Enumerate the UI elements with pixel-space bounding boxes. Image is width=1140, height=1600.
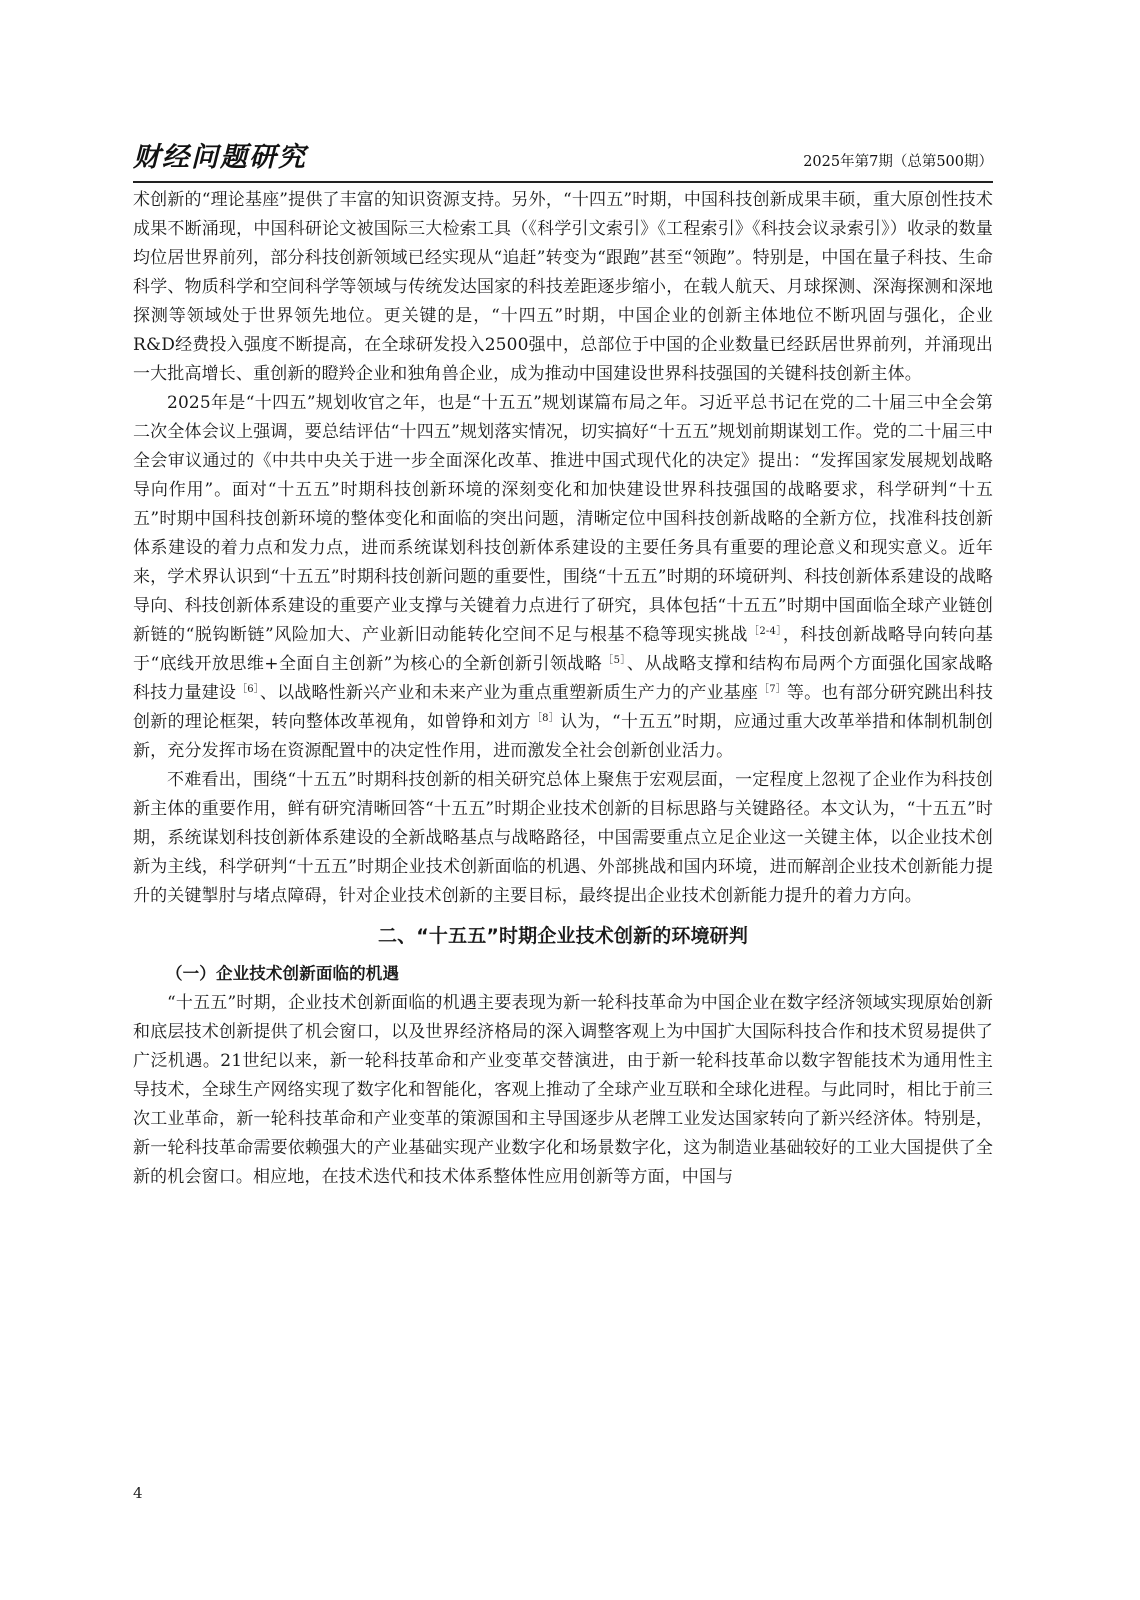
citation-ref[interactable]: ［8］: [531, 713, 560, 724]
issue-info: 2025年第7期（总第500期）: [803, 154, 993, 170]
journal-logo: 财经问题研究: [133, 142, 307, 173]
citation-ref[interactable]: ［7］: [759, 684, 786, 695]
paragraph-planning-context: [133, 389, 993, 766]
article-body: [133, 186, 993, 1192]
section-heading: 二、“十五五”时期企业技术创新的环境研判: [378, 925, 748, 947]
citation-ref[interactable]: ［6］: [237, 684, 259, 695]
paragraph-text: 、以战略性新兴产业和未来产业为重点重塑新质生产力的产业基座: [259, 683, 759, 703]
sub-heading: （一）企业技术创新面临的机遇: [166, 964, 400, 983]
paragraph-text: 、从战略支撑和结构布局两个方面强化国家战略科技力量建设: [133, 654, 994, 703]
paragraph-continued: 术创新的“理论基座”提供了丰富的知识资源支持。另外，“十四五”时期，中国科技创新成果丰硕，重大原创性技术成果不断涌现，中国科研论文被国际三大检索工具（《科学引文索引》《工程索引》《科技会议录索引》）收录的数量均位居世界前列，部分科技创新领域已经实现从“追赶”转变为“跟跑”甚至“领跑”。特别是，中国在量子科技、生命科学、物质科学和空间科学等领域与传统发达国家的科技差距逐步缩小，在载人航天、月球探测、深海探测和深地探测等领域处于世界领先地位。更关键的是，“十四五”时期，中国企业的创新主体地位不断巩固与强化，企业R&D经费投入强度不断提高，在全球研发投入2500强中，总部位于中国的企业数量已经跃居世界前列，并涌现出一大批高增长、重创新的瞪羚企业和独角兽企业，成为推动中国建设世界科技强国的关键科技创新主体。: [133, 190, 993, 384]
citation-ref[interactable]: ［5］: [603, 655, 626, 666]
paragraph-opportunities: “十五五”时期，企业技术创新面临的机遇主要表现为新一轮科技革命为中国企业在数字经济领域实现原始创新和底层技术创新提供了机会窗口，以及世界经济格局的深入调整客观上为中国扩大国际科技合作和技术贸易提供了广泛机遇。21世纪以来，新一轮科技革命和产业变革交替演进，由于新一轮科技革命以数字智能技术为通用性主导技术，全球生产网络实现了数字化和智能化，客观上推动了全球产业互联和全球化进程。与此同时，相比于前三次工业革命，新一轮科技革命和产业变革的策源国和主导国逐步从老牌工业发达国家转向了新兴经济体。特别是，新一轮科技革命需要依赖强大的产业基础实现产业数字化和场景数字化，这为制造业基础较好的工业大国提供了全新的机会窗口。相应地，在技术迭代和技术体系整体性应用创新等方面，中国与: [133, 993, 993, 1187]
page-number: 4: [133, 1484, 143, 1502]
paragraph-text: ，科技创新战略导向转向基于“底线开放思维+全面自主创新”为核心的全新创新引领战略: [133, 625, 993, 674]
header-rule: [133, 181, 993, 183]
paragraph-research-gap: 不难看出，围绕“十五五”时期科技创新的相关研究总体上聚焦于宏观层面，一定程度上忽视了企业作为科技创新主体的重要作用，鲜有研究清晰回答“十五五”时期企业技术创新的目标思路与关键路径。本文认为，“十五五”时期，系统谋划科技创新体系建设的全新战略基点与战略路径，中国需要重点立足企业这一关键主体，以企业技术创新为主线，科学研判“十五五”时期企业技术创新面临的机遇、外部挑战和国内环境，进而解剖企业技术创新能力提升的关键掣肘与堵点障碍，针对企业技术创新的主要目标，最终提出企业技术创新能力提升的着力方向。: [133, 770, 993, 906]
paragraph-text: 认为，“十五五”时期，应通过重大改革举措和体制机制创新，充分发挥市场在资源配置中的决定性作用，进而激发全社会创新创业活力。: [133, 712, 994, 761]
running-header: [133, 140, 993, 180]
citation-ref[interactable]: ［2-4］: [748, 626, 782, 637]
paragraph-text: 等。也有部分研究跳出科技创新的理论框架，转向整体改革视角，如曾铮和刘方: [133, 683, 993, 732]
paragraph-text: 2025年是“十四五”规划收官之年，也是“十五五”规划谋篇布局之年。习近平总书记在党的二十届三中全会第二次全体会议上强调，要总结评估“十四五”规划落实情况，切实搞好“十五五”规划前期谋划工作。党的二十届三中全会审议通过的《中共中央关于进一步全面深化改革、推进中国式现代化的决定》提出：“发挥国家发展规划战略导向作用”。面对“十五五”时期科技创新环境的深刻变化和加快建设世界科技强国的战略要求，科学研判“十五五”时期中国科技创新环境的整体变化和面临的突出问题，清晰定位中国科技创新战略的全新方位，找准科技创新体系建设的着力点和发力点，进而系统谋划科技创新体系建设的主要任务具有重要的理论意义和现实意义。近年来，学术界认识到“十五五”时期科技创新问题的重要性，围绕“十五五”时期的环境研判、科技创新体系建设的战略导向、科技创新体系建设的重要产业支撑与关键着力点进行了研究，具体包括“十五五”时期中国面临全球产业链创新链的“脱钩断链”风险加大、产业新旧动能转化空间不足与根基不稳等现实挑战: [133, 393, 993, 645]
